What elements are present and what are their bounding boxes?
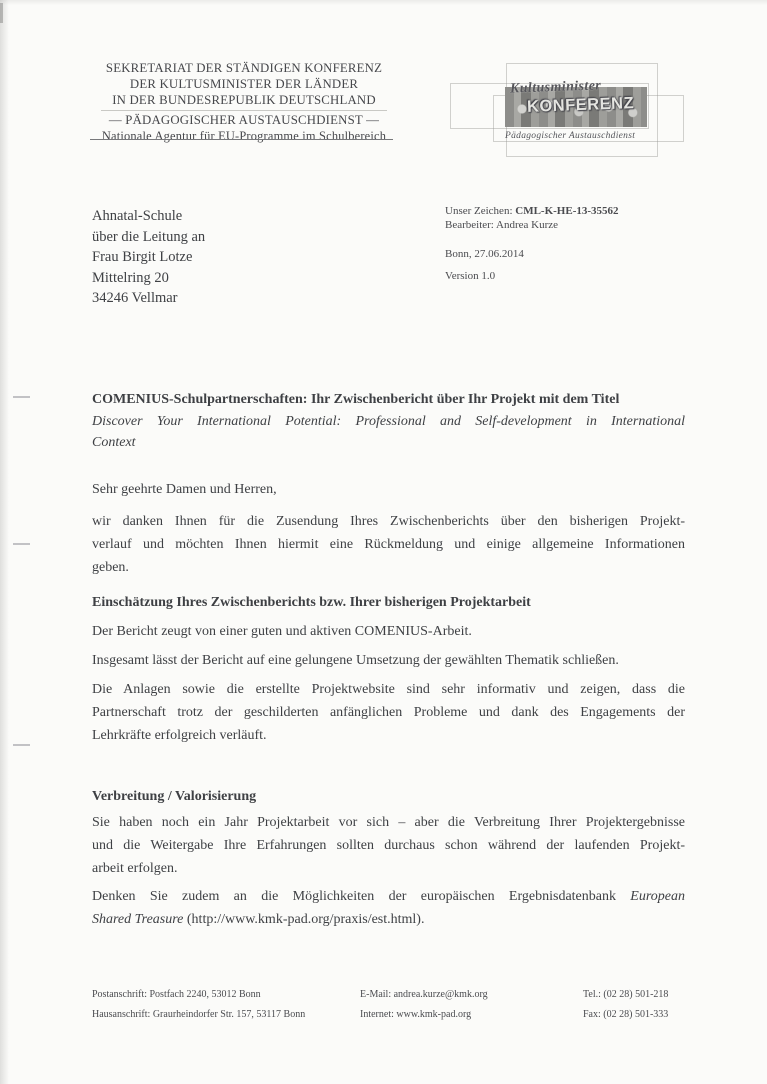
letterhead-line-4: — PÄDAGOGISCHER AUSTAUSCHDIENST — [108,113,380,127]
subject-subtitle-line: Context [92,435,136,450]
salutation: Sehr geehrte Damen und Herren, [92,482,277,497]
footer-fax-value: (02 28) 501-333 [603,1009,669,1020]
footer-postanschrift-value: Postfach 2240, 53012 Bonn [149,989,261,1000]
database-name-italic: European [630,889,685,904]
logo-photo-strip [505,78,647,127]
footer-tel [583,985,668,1005]
footer-fax [583,1005,668,1025]
letterhead-line-1: SEKRETARIAT DER STÄNDIGEN KONFERENZ [105,61,383,75]
letter-version: Version 1.0 [445,270,496,282]
paragraph-line: und die Weitergabe Ihre Erfahrungen sollten durchaus schon während der laufenden Projekt- [92,838,685,853]
paragraph-datenbank [92,885,685,931]
scan-top-shadow [0,0,767,5]
subject-title: COMENIUS-Schulpartnerschaften: Ihr Zwischenbericht über Ihr Projekt mit dem Titel [92,392,620,407]
footer-hausanschrift-label: Hausanschrift: [92,1009,151,1020]
fold-mark [13,396,30,398]
section-heading-einschaetzung: Einschätzung Ihres Zwischenberichts bzw. Ihrer bisherigen Projektarbeit [92,595,531,610]
paragraph-line: Die Anlagen sowie die erstellte Projektwebsite sind sehr informativ und zeigen, dass die [92,682,685,697]
footer-internet [360,1005,488,1025]
recipient-line: über die Leitung an [92,228,206,245]
letterhead-line-2: DER KULTUSMINISTER DER LÄNDER [129,77,359,91]
kmk-logo [505,78,647,141]
paragraph-line: geben. [92,560,129,575]
footer-fax-label: Fax: [583,1009,601,1020]
footer-contact-column [360,985,488,1025]
paragraph-bericht: Der Bericht zeugt von einer guten und aktiven COMENIUS-Arbeit. [92,624,472,639]
footer-tel-value: (02 28) 501-218 [603,989,669,1000]
paragraph-verbreitung [92,811,685,880]
paragraph-thanks [92,510,685,579]
footer-postanschrift-label: Postanschrift: [92,989,147,1000]
database-url: (http://www.kmk-pad.org/praxis/est.html). [183,912,425,927]
recipient-line: Frau Birgit Lotze [92,249,193,265]
footer-tel-label: Tel.: [583,989,601,1000]
paragraph-line: wir danken Ihnen für die Zusendung Ihres Zwischenberichts über den bisherigen Projekt- [92,514,685,529]
logo-subtitle: Pädagogischer Austauschdienst [505,131,636,141]
footer-hausanschrift-value: Graurheindorfer Str. 157, 53117 Bonn [152,1009,306,1020]
scan-edge-shadow [0,0,9,1084]
paragraph-line: Partnerschaft trotz der geschilderten anfänglichen Probleme und dank des Engagements der [92,705,685,720]
case-worker-label: Bearbeiter: [445,219,494,231]
recipient-address [92,206,205,309]
letter-date: Bonn, 27.06.2014 [445,248,524,260]
footer-address-column [92,985,305,1025]
paragraph-line [92,908,685,931]
footer-phone-column [583,985,668,1025]
section-heading-verbreitung: Verbreitung / Valorisierung [92,789,257,804]
footer-email-value: andrea.kurze@kmk.org [393,989,488,1000]
letterhead-line-5: Nationale Agentur für EU-Programme im Schulbereich [101,129,387,143]
paragraph-line: verlauf und möchten Ihnen hiermit eine Rückmeldung und einige allgemeine Informationen [92,537,685,552]
scan-corner-artifact [0,3,3,23]
paragraph-line: arbeit erfolgen. [92,861,178,876]
case-worker-row [445,219,558,231]
fold-mark [13,543,30,545]
recipient-line: 34246 Vellmar [92,290,178,306]
footer-email [360,985,488,1005]
paragraph-line [92,885,685,908]
reference-number-label: Unser Zeichen: [445,205,513,217]
footer-internet-label: Internet: [360,1009,394,1020]
paragraph-line: Lehrkräfte erfolgreich verläuft. [92,728,267,743]
subject-subtitle-line: Discover Your International Potential: Professional and Self-development in International [92,413,685,429]
case-worker-value: Andrea Kurze [496,219,559,231]
subject-block [92,389,685,454]
footer-email-label: E-Mail: [360,989,392,1000]
logo-script-text: Kultusminister [509,78,602,97]
paragraph-line: Sie haben noch ein Jahr Projektarbeit vor sich – aber die Verbreitung Ihrer Projektergebnisse [92,815,685,830]
fold-mark [13,744,30,746]
recipient-line: Mittelring 20 [92,269,169,286]
recipient-line: Ahnatal-Schule [92,208,183,224]
letterhead-line-3: IN DER BUNDESREPUBLIK DEUTSCHLAND [112,93,376,107]
paragraph-text: Denken Sie zudem an die Möglichkeiten der europäischen Ergebnisdatenbank [92,889,631,904]
letterhead-divider [101,110,387,111]
paragraph-insgesamt: Insgesamt lässt der Bericht auf eine gelungene Umsetzung der gewählten Thematik schließen. [92,653,619,668]
logo-caps-text: KONFERENZ [526,94,635,116]
footer-hausanschrift [92,1005,305,1025]
letterhead [95,60,393,144]
footer-postanschrift [92,985,305,1005]
paragraph-anlagen [92,678,685,747]
letterhead-rule [90,139,393,140]
database-name-italic: Shared Treasure [92,912,184,927]
reference-number-row [445,205,619,217]
footer-internet-value: www.kmk-pad.org [396,1009,472,1020]
reference-number-value: CML-K-HE-13-35562 [515,205,619,217]
